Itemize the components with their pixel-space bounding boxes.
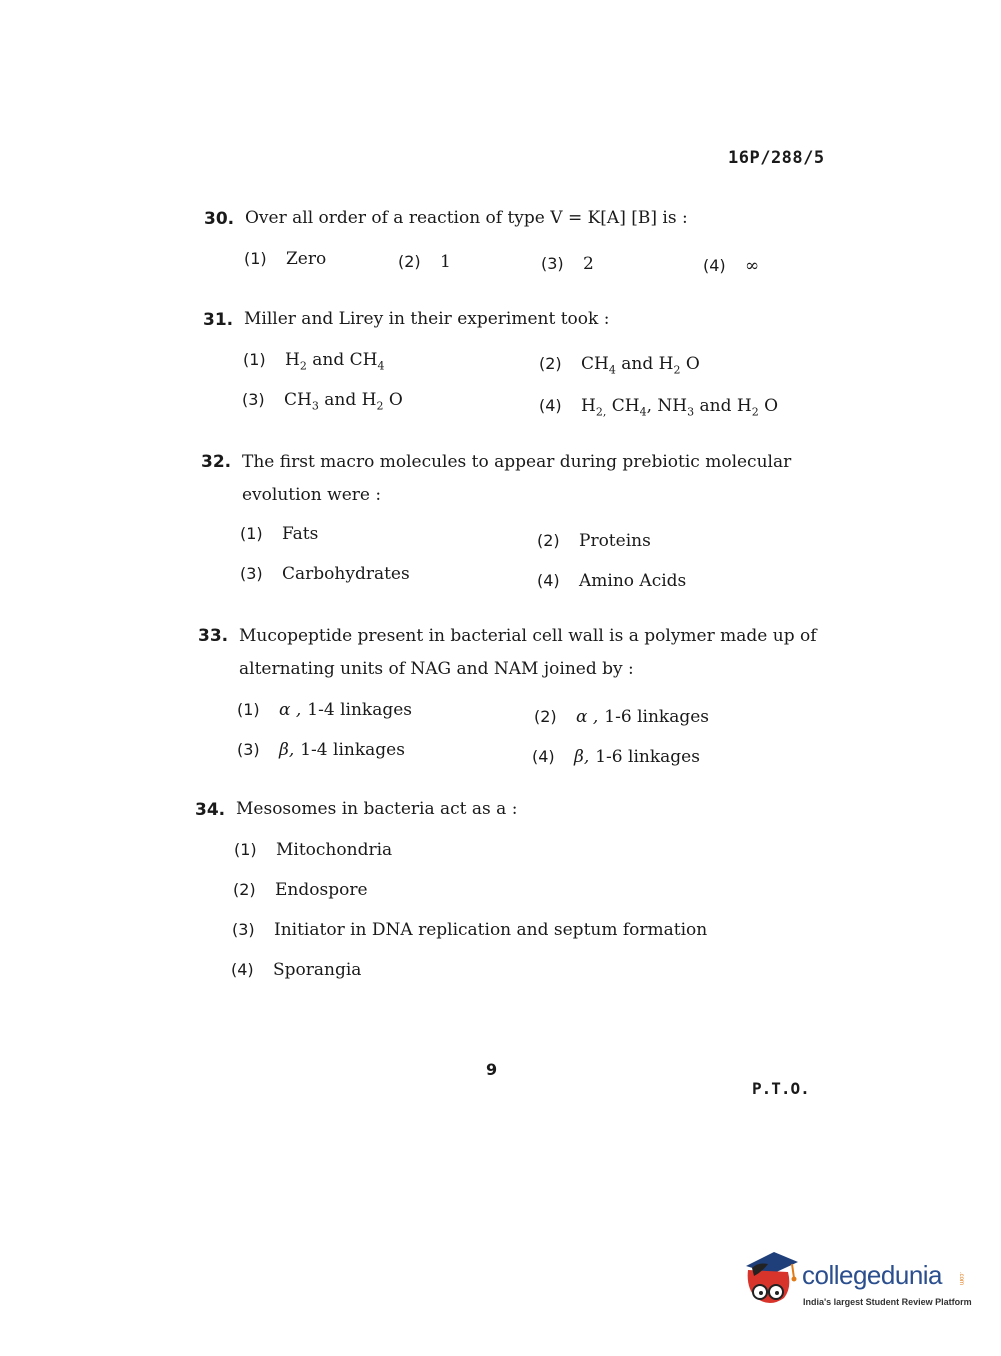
option-3: (3) Carbohydrates bbox=[240, 564, 410, 584]
question-number: 31. bbox=[203, 310, 234, 330]
question-number: 32. bbox=[201, 452, 232, 472]
watermark-com: .com bbox=[958, 1272, 964, 1286]
pto-label: P.T.O. bbox=[752, 1079, 810, 1098]
question-text: Mesosomes in bacteria act as a : bbox=[236, 799, 518, 819]
option-2: (2) $CH_4$ and $H_2$ O bbox=[539, 354, 700, 377]
question-text: Mucopeptide present in bacterial cell wall is a polymer made up of alternating units of NAG and NAM joined by : bbox=[239, 626, 817, 679]
option-4: (4) Amino Acids bbox=[537, 571, 687, 591]
option-3: (3) 2 bbox=[541, 254, 594, 274]
option-1: (1) Zero bbox=[244, 249, 327, 269]
option-4: (4) $H_{2,}$ $CH_4$, $NH_3$ and $H_2$ O bbox=[539, 396, 779, 419]
option-2: (2) 1 bbox=[398, 252, 451, 272]
option-3: (3) Initiator in DNA replication and septum formation bbox=[232, 920, 708, 940]
option-3: (3) β, 1-4 linkages bbox=[237, 740, 405, 760]
option-2: (2) α , 1-6 linkages bbox=[534, 707, 710, 727]
option-1: (1) $H_2$ and $CH_4$ bbox=[243, 350, 385, 373]
question-number: 33. bbox=[198, 626, 229, 646]
option-3: (3) $CH_3$ and $H_2$ O bbox=[242, 390, 403, 413]
watermark-brand: collegedunia bbox=[802, 1260, 943, 1290]
question-text: Miller and Lirey in their experiment took : bbox=[244, 309, 610, 329]
collegedunia-watermark bbox=[742, 1248, 972, 1314]
option-1: (1) Mitochondria bbox=[234, 840, 393, 860]
option-4: (4) ∞ bbox=[703, 256, 760, 276]
option-2: (2) Proteins bbox=[537, 531, 651, 551]
mascot-icon bbox=[742, 1248, 800, 1310]
question-number: 30. bbox=[204, 209, 235, 229]
option-4: (4) β, 1-6 linkages bbox=[532, 747, 700, 767]
watermark-tagline: India's largest Student Review Platform bbox=[803, 1297, 972, 1307]
question-text: The first macro molecules to appear during prebiotic molecular evolution were : bbox=[242, 452, 792, 505]
option-4: (4) Sporangia bbox=[231, 960, 362, 980]
question-number: 34. bbox=[195, 800, 226, 820]
option-2: (2) Endospore bbox=[233, 880, 368, 900]
question-text: Over all order of a reaction of type V = K[A] [B] is : bbox=[245, 208, 688, 228]
page-number: 9 bbox=[486, 1060, 498, 1079]
option-1: (1) α , 1-4 linkages bbox=[237, 700, 413, 720]
option-1: (1) Fats bbox=[240, 524, 319, 544]
paper-code: 16P/288/5 bbox=[728, 148, 825, 168]
